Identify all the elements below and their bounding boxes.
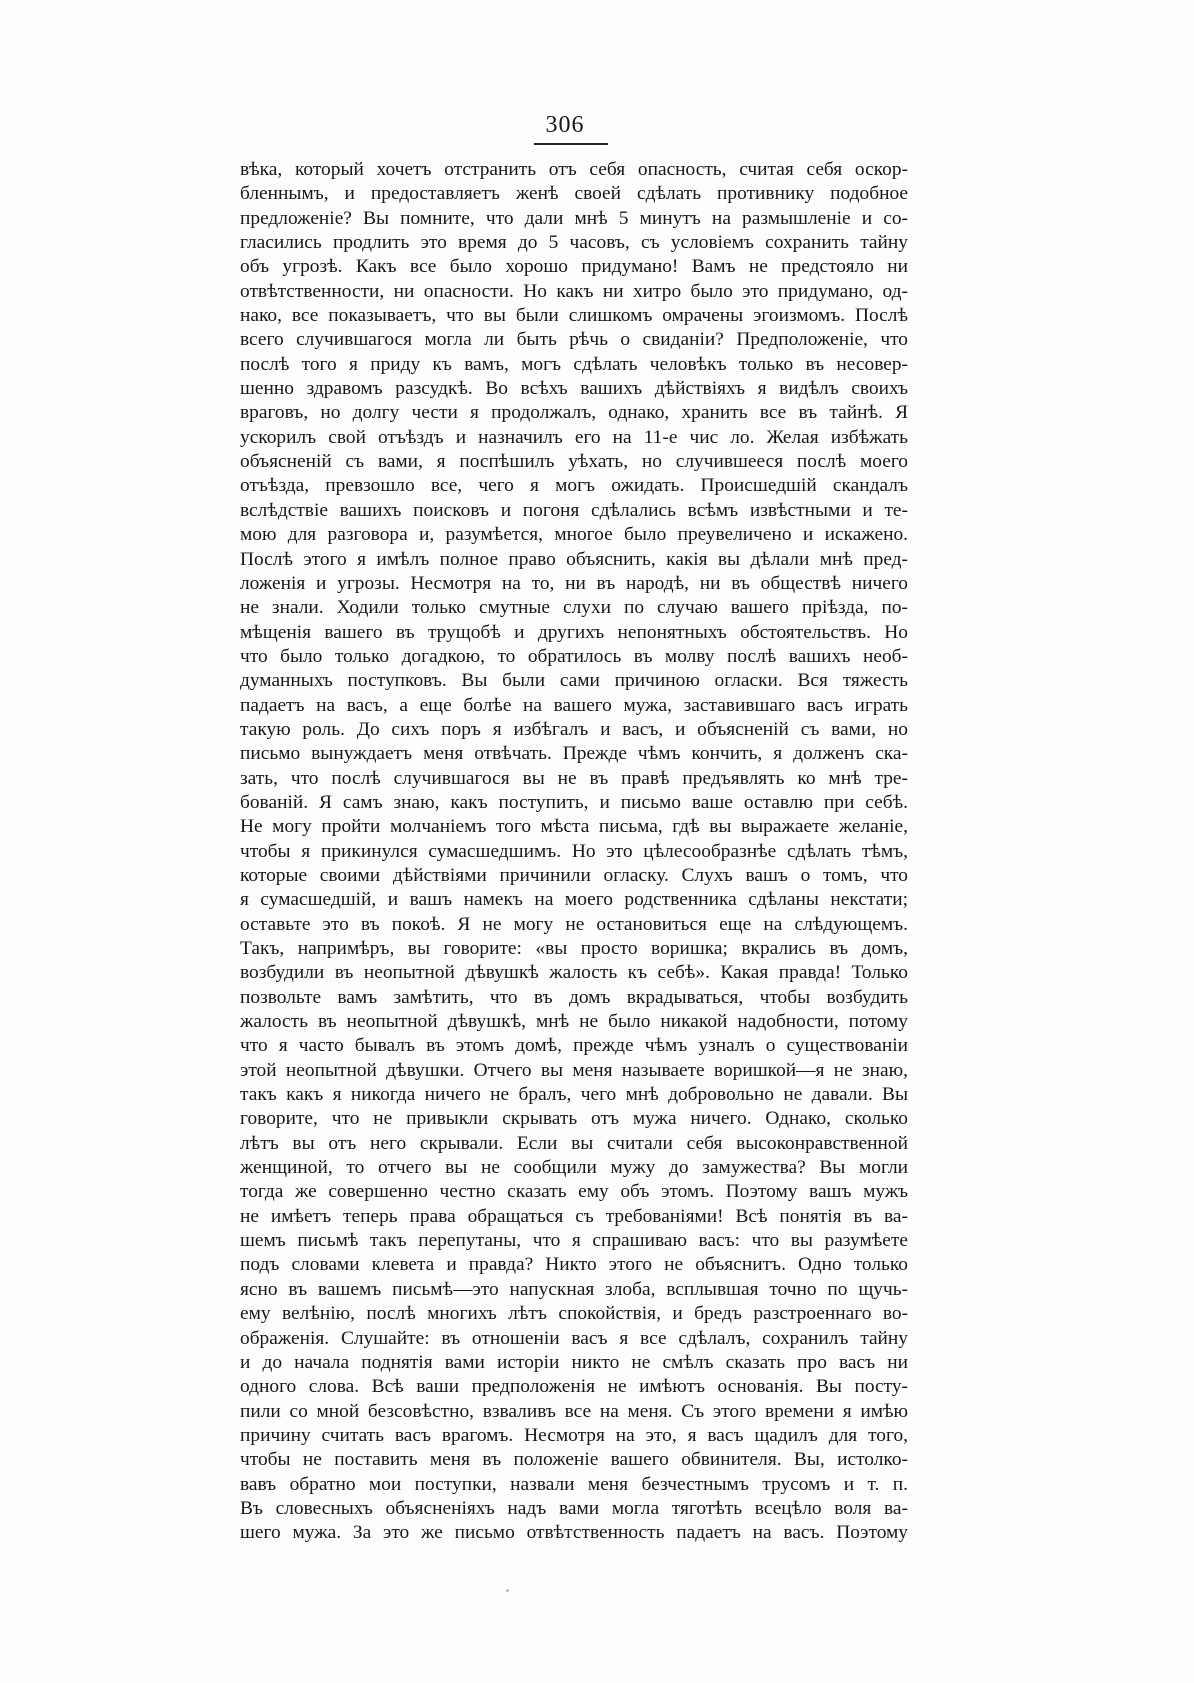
text-line: ясно въ вашемъ письмѣ—это напускная злоба, всплывшая точно по щучь-: [240, 1278, 908, 1300]
text-line: причину считать васъ врагомъ. Несмотря на это, я васъ щадилъ для того,: [240, 1424, 908, 1446]
text-line: вавъ обратно мои поступки, назвали меня безчестнымъ трусомъ и т. п.: [240, 1473, 908, 1495]
text-line: подъ словами клевета и правда? Никто этого не объяснитъ. Одно только: [240, 1254, 908, 1276]
text-line: Послѣ этого я имѣлъ полное право объяснить, какія вы дѣлали мнѣ пред-: [240, 548, 908, 570]
text-line: Въ словесныхъ объясненіяхъ надъ вами могла тяготѣть всецѣло воля ва-: [240, 1497, 908, 1519]
page-body-text: [240, 158, 908, 1546]
text-line: жалость въ неопытной дѣвушкѣ, мнѣ не было никакой надобности, потому: [240, 1011, 908, 1033]
text-line: отъѣзда, превзошло все, чего я могъ ожидать. Происшедшій скандалъ: [240, 475, 908, 497]
text-line: что было только догадкою, то обратилось въ молву послѣ вашихъ необ-: [240, 645, 908, 667]
text-line: отвѣтственности, ни опасности. Но какъ ни хитро было это придумано, од-: [240, 280, 908, 302]
page-number: 306: [545, 112, 585, 138]
text-line: пили со мной безсовѣстно, взваливъ все на меня. Съ этого времени я имѣю: [240, 1400, 908, 1422]
text-line: бленнымъ, и предоставляетъ женѣ своей сдѣлать противнику подобное: [240, 183, 908, 205]
text-line: шемъ письмѣ такъ перепутаны, что я спрашиваю васъ: что вы разумѣете: [240, 1230, 908, 1252]
text-line: чтобы я прикинулся сумасшедшимъ. Но это цѣлесообразнѣе сдѣлать тѣмъ,: [240, 840, 908, 862]
text-line: вѣка, который хочетъ отстранить отъ себя опасность, считая себя оскор-: [240, 159, 908, 180]
text-line: мѣщенія вашего въ трущобѣ и другихъ непонятныхъ обстоятельствъ. Но: [240, 621, 908, 643]
paper-speck: [506, 1589, 509, 1592]
text-line: Такъ, напримѣръ, вы говорите: «вы просто воришка; вкрались въ домъ,: [240, 938, 908, 959]
text-line: тогда же совершенно честно сказать ему объ этомъ. Поэтому вашъ мужъ: [240, 1181, 908, 1203]
text-line: послѣ того я приду къ вамъ, могъ сдѣлать человѣкъ только въ несовер-: [240, 353, 908, 375]
text-line: ображенія. Слушайте: въ отношеніи васъ я все сдѣлалъ, сохранилъ тайну: [240, 1327, 908, 1349]
text-line: мою для разговора и, разумѣется, многое было преувеличено и искажено.: [240, 524, 908, 546]
text-line: предложеніе? Вы помните, что дали мнѣ 5 минутъ на размышленіе и со-: [240, 207, 908, 229]
text-line: гласились продлить это время до 5 часовъ, съ условіемъ сохранить тайну: [240, 232, 908, 254]
text-line: позвольте вамъ замѣтить, что въ домъ вкрадываться, чтобы возбудить: [240, 986, 908, 1008]
text-line: шенно здравомъ разсудкѣ. Во всѣхъ вашихъ дѣйствіяхъ я видѣлъ своихъ: [240, 378, 908, 400]
text-line: такую роль. До сихъ поръ я избѣгалъ и васъ, и объясненій съ вами, но: [240, 718, 908, 740]
text-line: ему велѣнію, послѣ многихъ лѣтъ спокойствія, и бредъ разстроеннаго во-: [240, 1303, 908, 1325]
text-line: враговъ, но долгу чести я продолжалъ, однако, хранить все въ тайнѣ. Я: [240, 402, 908, 424]
text-line: письмо вынуждаетъ меня отвѣчать. Прежде чѣмъ кончить, я долженъ ска-: [240, 743, 908, 765]
text-line: бованій. Я самъ знаю, какъ поступить, и письмо ваше оставлю при себѣ.: [240, 791, 908, 813]
text-line: такъ какъ я никогда ничего не бралъ, чего мнѣ добровольно не давали. Вы: [240, 1084, 908, 1106]
text-line: которые своими дѣйствіями причинили огласку. Слухъ вашъ о томъ, что: [240, 864, 908, 886]
text-line: я сумасшедшій, и вашъ намекъ на моего родственника сдѣланы некстати;: [240, 889, 908, 911]
text-line: думанныхъ поступковъ. Вы были сами причиною огласки. Вся тяжесть: [240, 670, 908, 692]
text-line: ложенія и угрозы. Несмотря на то, ни въ народѣ, ни въ обществѣ ничего: [240, 572, 908, 594]
text-line: нако, все показываетъ, что вы были слишкомъ омрачены эгоизмомъ. Послѣ: [240, 305, 908, 327]
text-line: вслѣдствіе вашихъ поисковъ и погоня сдѣлались всѣмъ извѣстными и те-: [240, 499, 908, 521]
text-line: не знали. Ходили только смутные слухи по случаю вашего пріѣзда, по-: [240, 597, 908, 619]
text-line: и до начала поднятія вами исторіи никто не смѣлъ сказать про васъ ни: [240, 1351, 908, 1373]
text-line: оставьте это въ покоѣ. Я не могу не остановиться еще на слѣдующемъ.: [240, 913, 908, 935]
text-line: одного слова. Всѣ ваши предположенія не имѣютъ основанія. Вы посту-: [240, 1376, 908, 1398]
text-line: что я часто бывалъ въ этомъ домѣ, прежде чѣмъ узналъ о существованіи: [240, 1035, 908, 1057]
text-line: не имѣетъ теперь права обращаться съ требованіями! Всѣ понятія въ ва-: [240, 1205, 908, 1227]
text-line: ускорилъ свой отъѣздъ и назначилъ его на 11-е чис ло. Желая избѣжать: [240, 426, 908, 448]
text-line: объ угрозѣ. Какъ все было хорошо придумано! Вамъ не предстояло ни: [240, 256, 908, 278]
text-line: чтобы не поставить меня въ положеніе вашего обвинителя. Вы, истолко-: [240, 1449, 908, 1471]
text-line: всего случившагося могла ли быть рѣчь о свиданіи? Предположеніе, что: [240, 329, 908, 351]
text-line: шего мужа. За это же письмо отвѣтственность падаетъ на васъ. Поэтому: [240, 1522, 908, 1544]
text-line: возбудили въ неопытной дѣвушкѣ жалость къ себѣ». Какая правда! Только: [240, 962, 908, 984]
text-line: этой неопытной дѣвушки. Отчего вы меня называете воришкой—я не знаю,: [240, 1059, 908, 1081]
text-line: говорите, что не привыкли скрывать отъ мужа ничего. Однако, сколько: [240, 1108, 908, 1130]
text-line: женщиной, то отчего вы не сообщили мужу до замужества? Вы могли: [240, 1157, 908, 1179]
text-line: Не могу пройти молчаніемъ того мѣста письма, гдѣ вы выражаете желаніе,: [240, 816, 908, 838]
text-line: лѣтъ вы отъ него скрывали. Если вы считали себя высоконравственной: [240, 1132, 908, 1154]
text-line: объясненій съ вами, я поспѣшилъ уѣхать, но случившееся послѣ моего: [240, 451, 908, 473]
page-number-rule: [534, 143, 608, 145]
text-line: падаетъ на васъ, а еще болѣе на вашего мужа, заставившаго васъ играть: [240, 694, 908, 716]
text-line: зать, что послѣ случившагося вы не въ правѣ предъявлять ко мнѣ тре-: [240, 767, 908, 789]
